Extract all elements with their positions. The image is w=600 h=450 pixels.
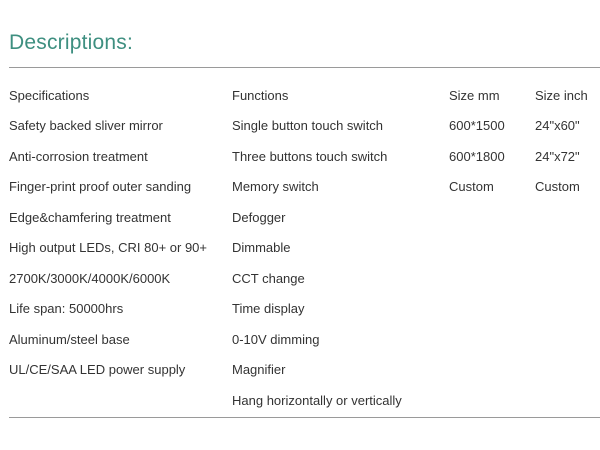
specification-cell: High output LEDs, CRI 80+ or 90+ bbox=[9, 240, 208, 256]
specification-cell: UL/CE/SAA LED power supply bbox=[9, 362, 186, 378]
size-inch-cell: Custom bbox=[535, 179, 580, 195]
page-title: Descriptions: bbox=[9, 31, 133, 54]
table-row bbox=[9, 324, 600, 355]
descriptions-table bbox=[9, 80, 600, 416]
function-cell: Magnifier bbox=[232, 362, 286, 378]
function-cell: Hang horizontally or vertically bbox=[232, 392, 402, 408]
function-cell: Memory switch bbox=[232, 179, 319, 195]
size-mm-cell: Custom bbox=[449, 179, 494, 195]
specification-cell: Anti-corrosion treatment bbox=[9, 148, 148, 164]
specification-cell: Finger-print proof outer sanding bbox=[9, 179, 192, 195]
specification-cell: Life span: 50000hrs bbox=[9, 301, 124, 317]
function-cell: Three buttons touch switch bbox=[232, 148, 388, 164]
size-inch-cell: 24"x72" bbox=[535, 148, 580, 164]
table-row bbox=[9, 202, 600, 233]
specification-cell: Safety backed sliver mirror bbox=[9, 118, 163, 134]
size-inch-header: Size inch bbox=[535, 87, 588, 103]
size-mm-cell: 600*1500 bbox=[449, 118, 505, 134]
table-row bbox=[9, 294, 600, 325]
bottom-divider bbox=[9, 417, 600, 418]
table-row bbox=[9, 263, 600, 294]
specification-cell: Aluminum/steel base bbox=[9, 331, 130, 347]
table-row bbox=[9, 111, 600, 142]
function-cell: 0-10V dimming bbox=[232, 331, 320, 347]
function-cell: Defogger bbox=[232, 209, 286, 225]
size-inch-cell: 24"x60" bbox=[535, 118, 580, 134]
top-divider bbox=[9, 67, 600, 68]
table-row bbox=[9, 385, 600, 416]
function-cell: CCT change bbox=[232, 270, 305, 286]
size-mm-header: Size mm bbox=[449, 87, 500, 103]
specification-cell: 2700K/3000K/4000K/6000K bbox=[9, 270, 171, 286]
specifications-header: Specifications bbox=[9, 87, 90, 103]
functions-header: Functions bbox=[232, 87, 289, 103]
table-row bbox=[9, 141, 600, 172]
size-mm-cell: 600*1800 bbox=[449, 148, 505, 164]
function-cell: Single button touch switch bbox=[232, 118, 384, 134]
specification-cell: Edge&chamfering treatment bbox=[9, 209, 171, 225]
header-row bbox=[9, 80, 600, 111]
table-row bbox=[9, 172, 600, 203]
function-cell: Dimmable bbox=[232, 240, 291, 256]
table-row bbox=[9, 355, 600, 386]
table-row bbox=[9, 233, 600, 264]
function-cell: Time display bbox=[232, 301, 305, 317]
